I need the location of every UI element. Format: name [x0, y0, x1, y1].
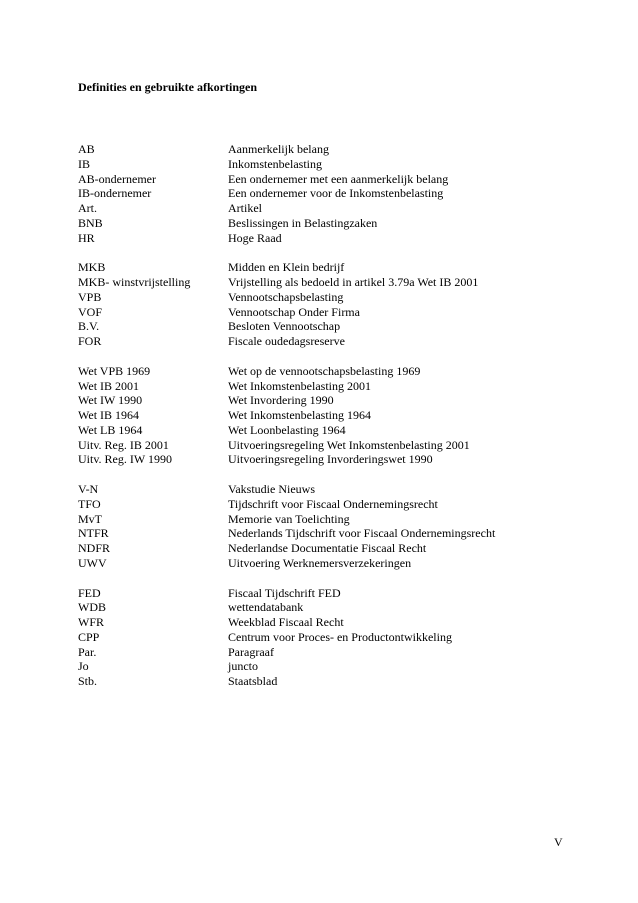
abbreviation-term: TFO — [78, 496, 101, 511]
abbreviation-definition: Fiscaal Tijdschrift FED — [228, 585, 341, 600]
abbreviation-term: Par. — [78, 644, 97, 659]
page-number: V — [554, 835, 563, 849]
abbreviation-term: Stb. — [78, 674, 98, 688]
abbreviation-term: NTFR — [78, 526, 109, 541]
abbreviation-row — [78, 201, 578, 216]
abbreviation-term: UWV — [78, 555, 107, 570]
abbreviation-row — [78, 186, 578, 201]
abbreviation-term: Wet VPB 1969 — [78, 363, 151, 378]
abbreviation-term: MKB- winstvrijstelling — [78, 275, 191, 289]
abbreviation-definition: Uitvoering Werknemersverzekeringen — [228, 555, 412, 570]
abbreviation-term: FED — [78, 585, 101, 600]
abbreviation-term: Art. — [78, 201, 97, 215]
abbreviation-definition: Besloten Vennootschap — [228, 319, 341, 334]
abbreviation-definition: Uitvoeringsregeling Invorderingswet 1990 — [228, 452, 433, 467]
abbreviation-row — [78, 423, 578, 438]
abbreviation-definition: Beslissingen in Belastingzaken — [228, 215, 378, 230]
abbreviation-definition: Nederlands Tijdschrift voor Fiscaal Ondernemingsrecht — [228, 526, 496, 541]
abbreviation-row — [78, 482, 578, 497]
abbreviation-definition: Vennootschap Onder Firma — [228, 304, 360, 319]
abbreviation-term: V-N — [78, 482, 99, 496]
abbreviation-row — [78, 231, 578, 246]
abbreviation-row — [78, 142, 578, 157]
abbreviation-term: Uitv. Reg. IW 1990 — [78, 452, 172, 467]
abbreviation-definition: Weekblad Fiscaal Recht — [228, 615, 344, 629]
abbreviation-definition: Wet op de vennootschapsbelasting 1969 — [228, 363, 421, 378]
abbreviation-row — [78, 615, 578, 630]
abbreviation-list — [78, 142, 578, 704]
abbreviation-group — [78, 482, 578, 571]
abbreviation-group — [78, 260, 578, 349]
abbreviation-term: FOR — [78, 334, 102, 348]
abbreviation-definition: Tijdschrift voor Fiscaal Ondernemingsrecht — [228, 496, 438, 511]
abbreviation-row — [78, 379, 578, 394]
abbreviation-term: Jo — [78, 659, 89, 674]
abbreviation-definition: Paragraaf — [228, 644, 274, 659]
abbreviation-term: WFR — [78, 615, 105, 629]
abbreviation-term: Wet IB 1964 — [78, 408, 140, 422]
abbreviation-definition: Vrijstelling als bedoeld in artikel 3.79a Wet IB 2001 — [228, 275, 479, 289]
abbreviation-definition: Vakstudie Nieuws — [228, 482, 315, 496]
abbreviation-definition: Wet Invordering 1990 — [228, 393, 334, 408]
abbreviation-term: Uitv. Reg. IB 2001 — [78, 437, 169, 452]
abbreviation-row — [78, 305, 578, 320]
abbreviation-term: B.V. — [78, 319, 100, 334]
abbreviation-term: BNB — [78, 215, 103, 230]
abbreviation-row — [78, 586, 578, 601]
abbreviation-row — [78, 393, 578, 408]
abbreviation-definition: Hoge Raad — [228, 230, 282, 245]
abbreviation-row — [78, 260, 578, 275]
abbreviation-row — [78, 319, 578, 334]
abbreviation-row — [78, 645, 578, 660]
abbreviation-term: HR — [78, 230, 95, 245]
abbreviation-definition: Staatsblad — [228, 674, 278, 688]
abbreviation-row — [78, 659, 578, 674]
abbreviation-definition: Inkomstenbelasting — [228, 156, 322, 171]
abbreviation-definition: Uitvoeringsregeling Wet Inkomstenbelasting 2001 — [228, 437, 470, 452]
abbreviation-definition: Wet Inkomstenbelasting 1964 — [228, 408, 372, 422]
abbreviation-group — [78, 142, 578, 245]
abbreviation-definition: Wet Inkomstenbelasting 2001 — [228, 378, 372, 393]
abbreviation-term: MvT — [78, 511, 102, 526]
page-title: Definities en gebruikte afkortingen — [78, 80, 257, 94]
abbreviation-definition: Aanmerkelijk belang — [228, 142, 329, 156]
abbreviation-term: WDB — [78, 600, 106, 615]
abbreviation-term: CPP — [78, 629, 100, 644]
abbreviation-term: MKB — [78, 260, 106, 275]
abbreviation-row — [78, 408, 578, 423]
abbreviation-row — [78, 438, 578, 453]
abbreviation-definition: Wet Loonbelasting 1964 — [228, 422, 346, 437]
abbreviation-definition: Memorie van Toelichting — [228, 511, 350, 526]
abbreviation-term: Wet LB 1964 — [78, 422, 143, 437]
abbreviation-definition: Een ondernemer voor de Inkomstenbelasting — [228, 186, 444, 201]
abbreviation-definition: Nederlandse Documentatie Fiscaal Recht — [228, 541, 427, 555]
abbreviation-term: VOF — [78, 304, 103, 319]
abbreviation-row — [78, 216, 578, 231]
abbreviation-row — [78, 364, 578, 379]
abbreviation-row — [78, 556, 578, 571]
abbreviation-row — [78, 334, 578, 349]
abbreviation-definition: Een ondernemer met een aanmerkelijk belang — [228, 171, 449, 186]
abbreviation-row — [78, 172, 578, 187]
abbreviation-row — [78, 157, 578, 172]
abbreviation-definition: Centrum voor Proces- en Productontwikkeling — [228, 629, 452, 644]
abbreviation-definition: Vennootschapsbelasting — [228, 289, 344, 304]
abbreviation-term: AB — [78, 142, 95, 156]
abbreviation-row — [78, 290, 578, 305]
abbreviation-term: IB — [78, 156, 90, 171]
abbreviation-definition: juncto — [228, 659, 258, 674]
abbreviation-row — [78, 512, 578, 527]
abbreviation-row — [78, 674, 578, 689]
abbreviation-term: IB-ondernemer — [78, 186, 152, 201]
abbreviation-term: AB-ondernemer — [78, 171, 156, 186]
abbreviation-term: Wet IW 1990 — [78, 393, 143, 408]
abbreviation-term: Wet IB 2001 — [78, 378, 140, 393]
abbreviation-definition: wettendatabank — [228, 600, 304, 615]
abbreviation-term: VPB — [78, 289, 102, 304]
abbreviation-definition: Fiscale oudedagsreserve — [228, 334, 345, 348]
abbreviation-row — [78, 630, 578, 645]
abbreviation-row — [78, 275, 578, 290]
abbreviation-row — [78, 452, 578, 467]
abbreviation-group — [78, 586, 578, 689]
abbreviation-definition: Artikel — [228, 201, 262, 215]
abbreviation-row — [78, 541, 578, 556]
abbreviation-term: NDFR — [78, 541, 111, 555]
abbreviation-group — [78, 364, 578, 467]
abbreviation-definition: Midden en Klein bedrijf — [228, 260, 345, 275]
abbreviation-row — [78, 497, 578, 512]
abbreviation-row — [78, 600, 578, 615]
abbreviation-row — [78, 526, 578, 541]
